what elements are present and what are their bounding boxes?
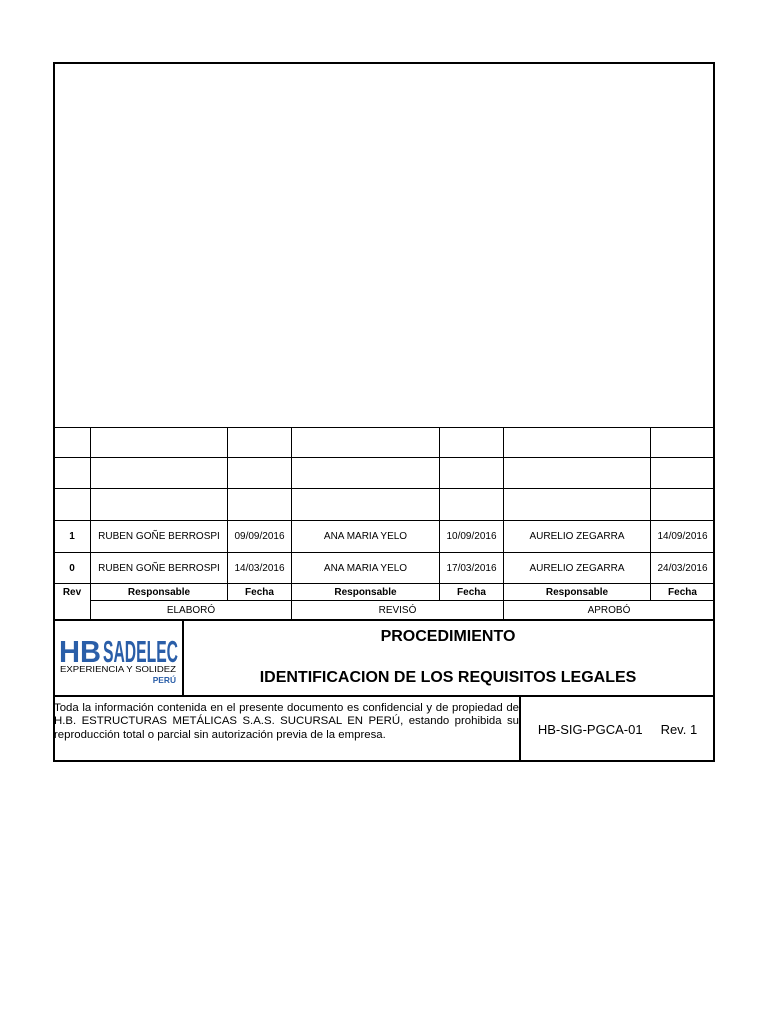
cell-elaboro-fecha xyxy=(228,458,291,488)
header-responsable-elaboro: Responsable xyxy=(127,587,191,598)
cell-aprobo-fecha xyxy=(651,489,714,520)
cell-reviso xyxy=(292,489,439,520)
cell-reviso xyxy=(292,458,439,488)
cell-aprobo xyxy=(504,458,650,488)
logo-hb: HB xyxy=(59,634,101,669)
cell-aprobo-fecha xyxy=(651,458,714,488)
cell-aprobo xyxy=(504,489,650,520)
cell-aprobo-fecha xyxy=(651,428,714,457)
cell-rev xyxy=(54,489,90,520)
header-fecha-aprobo: Fecha xyxy=(668,587,697,598)
document-code: HB-SIG-PGCA-01 xyxy=(537,722,643,737)
cell-aprobo-fecha: 14/09/2016 xyxy=(657,531,708,542)
cell-aprobo: AURELIO ZEGARRA xyxy=(529,531,625,542)
header-fecha-elaboro: Fecha xyxy=(245,587,274,598)
hb-sadelec-logo-icon xyxy=(58,630,180,686)
cell-reviso-fecha xyxy=(440,489,503,520)
cell-aprobo xyxy=(504,428,650,457)
confidentiality-notice: Toda la información contenida en el presente documento es confidencial y de propiedad de H.B. ESTRUCTURAS METÁLICAS S.A.S. SUCURSAL EN PERÚ, estando prohibida su reproducción total o parcial sin autorización previa de la empresa. xyxy=(54,702,519,741)
revision-label: Rev. 1 xyxy=(660,722,698,737)
logo-sadelec: SADELEC xyxy=(103,634,178,669)
role-aprobo: APROBÓ xyxy=(587,604,631,616)
company-logo xyxy=(58,630,180,686)
cell-rev xyxy=(54,428,90,457)
cell-reviso-fecha xyxy=(440,458,503,488)
header-fecha-reviso: Fecha xyxy=(457,587,486,598)
cell-aprobo: AURELIO ZEGARRA xyxy=(529,562,625,574)
logo-tagline: EXPERIENCIA Y SOLIDEZ xyxy=(60,664,176,674)
cell-elaboro: RUBEN GOÑE BERROSPI xyxy=(98,562,220,574)
table-rule xyxy=(54,695,714,697)
cell-elaboro: RUBEN GOÑE BERROSPI xyxy=(98,531,220,542)
cell-elaboro-fecha: 14/03/2016 xyxy=(234,562,285,574)
cell-reviso xyxy=(292,428,439,457)
document-code-block xyxy=(521,698,714,761)
cell-elaboro xyxy=(91,428,227,457)
header-rev: Rev xyxy=(62,587,82,598)
role-reviso: REVISÓ xyxy=(378,604,417,616)
cell-rev: 1 xyxy=(69,531,75,542)
cell-reviso-fecha xyxy=(440,428,503,457)
cell-elaboro xyxy=(91,458,227,488)
cell-elaboro-fecha: 09/09/2016 xyxy=(234,531,285,542)
cell-elaboro-fecha xyxy=(228,428,291,457)
cell-elaboro xyxy=(91,489,227,520)
table-rule xyxy=(54,619,714,621)
cell-reviso: ANA MARIA YELO xyxy=(323,562,408,574)
role-elaboro: ELABORÓ xyxy=(166,604,216,616)
cell-rev xyxy=(54,458,90,488)
cell-aprobo-fecha: 24/03/2016 xyxy=(657,562,708,574)
document-type-title: PROCEDIMIENTO xyxy=(380,628,516,645)
header-responsable-aprobo: Responsable xyxy=(545,587,609,598)
logo-country: PERÚ xyxy=(152,675,176,685)
cell-reviso-fecha: 17/03/2016 xyxy=(446,562,497,574)
cell-reviso-fecha: 10/09/2016 xyxy=(446,531,497,542)
cell-rev: 0 xyxy=(69,562,75,574)
cell-elaboro-fecha xyxy=(228,489,291,520)
cell-reviso: ANA MARIA YELO xyxy=(323,531,408,542)
document-title: IDENTIFICACION DE LOS REQUISITOS LEGALES xyxy=(259,669,637,686)
header-responsable-reviso: Responsable xyxy=(334,587,397,598)
